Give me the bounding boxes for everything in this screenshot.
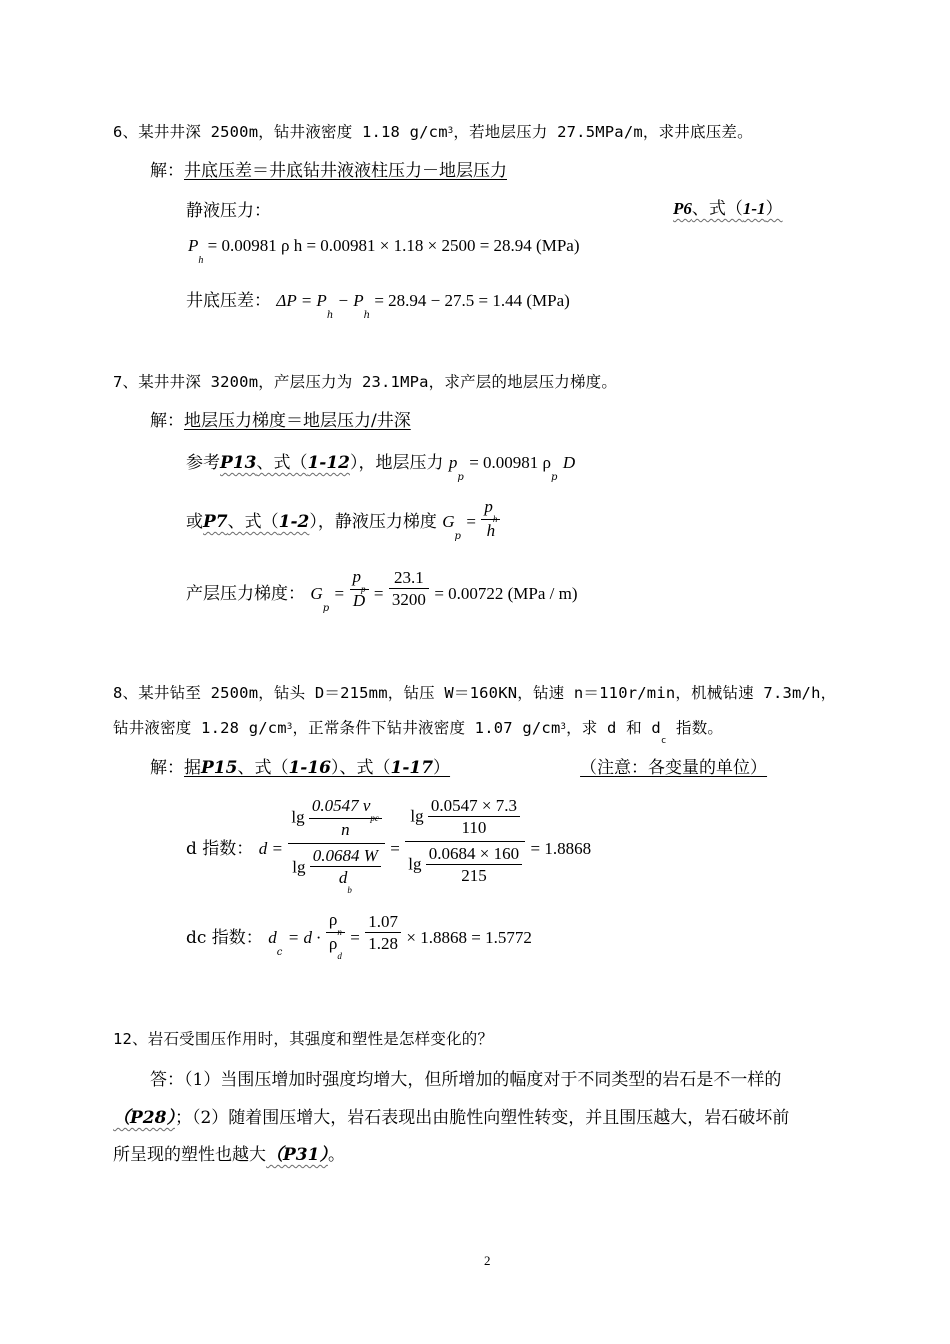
- q8-statement-line2: [113, 716, 724, 746]
- q8-ans-ref-eq1: 1-16: [288, 758, 331, 778]
- q7-ref2-eq: 1-2: [278, 512, 310, 532]
- q8-d2-num-a: 0.0547 × 7.3: [428, 796, 520, 817]
- q7-ref2-pre: 或: [186, 512, 203, 532]
- q8-answer-line: [150, 753, 767, 778]
- q8-dc-den-sub: d: [337, 951, 342, 961]
- q6-answer-label: 解：: [150, 161, 184, 181]
- q6-eq2-sub1: h: [326, 310, 334, 321]
- q12-ref-p31: （P31）: [266, 1145, 328, 1165]
- page-number: 2: [484, 1253, 491, 1268]
- q7-reference-2: 或P7、式（1-2），静液压力梯度 $G_p$ = $\frac{p_h}{h}$: [186, 503, 500, 542]
- q8-line2-sup2: 3: [560, 722, 567, 732]
- q6-eq2-tail: = 28.94 − 27.5 = 1.44 (MPa): [370, 291, 570, 310]
- q8-dc-num-sub: n: [337, 927, 342, 937]
- q8-line2d: 指数。: [666, 719, 724, 737]
- q6-step1-label: 静液压力：: [186, 201, 271, 221]
- q6-ref-mid: 、式（: [691, 199, 743, 218]
- q12-answer-line2-text: ；（2）随着围压增大，岩石表现出由脆性向塑性转变，并且围压越大，岩石破坏前: [174, 1108, 790, 1128]
- q8-d-inner-den: [310, 846, 381, 895]
- q8-d-den-a: 0.0684 W: [310, 846, 381, 867]
- q7-ref2-den: h: [486, 521, 496, 540]
- q6-ref-page: P6: [673, 199, 692, 218]
- q8-dc-lhs: d: [268, 928, 277, 947]
- q7-ref1-formula: p: [448, 453, 458, 472]
- q7-grad-fraction-1: [350, 567, 369, 612]
- q7-ref2-num: p: [484, 497, 493, 516]
- q8-ans-ref-close: ）: [433, 758, 451, 778]
- q7-ref1-pre: 参考: [186, 453, 220, 473]
- q7-ref2-G: G: [442, 512, 455, 531]
- q6-eq2-mid: − P: [333, 291, 364, 310]
- q7-grad-num1: p: [352, 567, 361, 586]
- q7-ref1-formula-sub2: p: [551, 472, 558, 483]
- q7-grad-G: G: [310, 584, 323, 603]
- q8-d-num-b: n: [341, 820, 350, 839]
- q7-ref2-num-sub: h: [492, 514, 498, 524]
- q8-ans-ref-pre: 据: [184, 758, 201, 778]
- q8-d2-den-a: 0.0684 × 160: [426, 844, 522, 865]
- q8-statement-line1: 8、某井钻至 2500m，钻头 D＝215mm，钻压 W＝160KN，钻速 n＝110r/min，机械钻速 7.3m/h，: [113, 684, 837, 702]
- q8-d2-inner-num: [428, 796, 520, 839]
- q8-line2a: 钻井液密度 1.28 g/cm: [113, 719, 287, 737]
- q7-ref1-formula-sub: p: [457, 472, 464, 483]
- q12-answer-line3-end: 。: [327, 1145, 345, 1165]
- q6-eq1-lhs-sub: h: [198, 255, 204, 266]
- q7-ref2-mid: 、式（: [227, 512, 279, 532]
- q6-eq1-rhs: = 0.00981 ρ h = 0.00981 × 1.18 × 2500 = 28.94 (MPa): [207, 236, 580, 255]
- q8-d-inner-num: [309, 796, 382, 841]
- q8-ans-ref-page: P15: [201, 758, 238, 778]
- q6-statement-sup: 3: [447, 126, 454, 136]
- q7-grad-tail: = 0.00722 (MPa / m): [434, 584, 578, 603]
- q8-line2-sub: c: [660, 736, 667, 746]
- q8-d2-lg-num: lg: [410, 806, 424, 826]
- q6-statement-tail: ，若地层压力 27.5MPa/m，求井底压差。: [453, 123, 753, 141]
- q7-answer-line: [150, 406, 411, 431]
- q8-d2-den-b: 215: [461, 866, 487, 885]
- q12-answer-line3-text: 所呈现的塑性也越大: [113, 1145, 266, 1165]
- q8-d2-lg-den: lg: [408, 854, 422, 874]
- q8-d-num-a: 0.0547 v: [311, 796, 371, 815]
- q7-ref2-G-sub: p: [454, 531, 461, 542]
- q8-dc-den: ρ: [328, 934, 338, 953]
- q8-d-den-b: d: [338, 868, 348, 887]
- q6-ref-eq: 1-1: [742, 199, 766, 218]
- q7-ref1-formula-tail: D: [562, 453, 576, 472]
- q8-d-num-a-sub: pc: [370, 813, 379, 823]
- q7-answer-text: 地层压力梯度＝地层压力/井深: [184, 411, 411, 431]
- q8-d-den-b-sub: b: [347, 885, 352, 895]
- q8-dc-fraction-2: [365, 912, 401, 955]
- q8-dc-den2: 1.28: [368, 934, 399, 953]
- q7-ref2-close: ），静液压力梯度: [309, 512, 437, 532]
- q8-ans-note: （注意：各变量的单位）: [580, 758, 768, 778]
- q12-answer-line1: 答：（1）当围压增加时强度均增大，但所增加的幅度对于不同类型的岩石是不一样的: [150, 1070, 782, 1090]
- q7-grad-fraction-2: [389, 568, 429, 611]
- q7-grad-den2: 3200: [391, 590, 426, 609]
- q6-step2-label: 井底压差：: [186, 291, 271, 311]
- q6-reference: [673, 194, 783, 219]
- q6-eq2: ΔP = P: [276, 291, 327, 310]
- q7-grad-G-sub: p: [322, 603, 330, 614]
- q6-equation-1: [188, 236, 580, 266]
- q12-answer-line2: [113, 1103, 789, 1128]
- q8-d-lg-num: lg: [291, 807, 305, 827]
- q12-ref-p28: （P28）: [113, 1108, 175, 1128]
- q8-ans-ref-mid2: ）、式（: [331, 758, 391, 778]
- q7-grad-num2: 23.1: [389, 568, 429, 589]
- q8-dc-lhs-sub: c: [276, 947, 283, 958]
- q8-d-equation: d 指数： d = lg $\frac{0.0547 v_{pc}}{n}$ lg $\frac{0.0684 W}{d_b}$ = lg $\frac{0.0547 \times 7.3}{110}$ lg $\frac{0.0684 \times 160}{215}$ = 1.8868: [186, 796, 592, 895]
- q7-ref2-fraction: [481, 497, 500, 542]
- q6-statement-text: 6、某井井深 2500m，钻井液密度 1.18 g/cm: [113, 123, 448, 141]
- q8-dc-num2: 1.07: [365, 912, 401, 933]
- q8-ans-ref-mid: 、式（: [237, 758, 289, 778]
- q8-dc-fraction-1: [326, 910, 345, 961]
- q8-answer-label: 解：: [150, 758, 184, 778]
- q12-answer-line3: [113, 1140, 345, 1165]
- q8-line2b: ，正常条件下钻井液密度 1.07 g/cm: [292, 719, 561, 737]
- q7-ref1-page: P13: [220, 453, 257, 473]
- q7-ref1-formula-rhs: = 0.00981 ρ: [469, 453, 552, 472]
- q6-eq2-sub2: h: [363, 310, 371, 321]
- q8-dc-tail: × 1.8868 = 1.5772: [406, 928, 532, 947]
- q8-dc-label: dc 指数：: [186, 928, 263, 948]
- q6-equation-2: [186, 286, 570, 321]
- q8-d-lg-den: lg: [292, 857, 306, 877]
- q6-answer-line: [150, 156, 507, 181]
- q8-line2-sup1: 3: [286, 722, 293, 732]
- q6-statement: [113, 120, 753, 142]
- q7-grad-den1: D: [352, 591, 366, 610]
- q8-dc-mid: = d ·: [287, 928, 321, 947]
- q8-d-big-fraction-1: [288, 796, 385, 895]
- q8-d2-inner-den: [426, 844, 522, 887]
- q7-answer-label: 解：: [150, 411, 184, 431]
- q8-d-result: = 1.8868: [530, 839, 592, 858]
- q7-gradient-equation: 产层压力梯度： $G_p$ = $\frac{p_p}{D}$ = $\frac{23.1}{3200}$ = 0.00722 (MPa / m): [186, 567, 578, 614]
- q7-step-label: 产层压力梯度：: [186, 584, 305, 604]
- q8-d2-num-b: 110: [461, 818, 487, 837]
- q8-ans-ref-eq2: 1-17: [390, 758, 434, 778]
- q7-ref1-close: ），地层压力: [350, 453, 444, 473]
- q8-dc-num: ρ: [328, 910, 338, 929]
- q6-ref-close: ）: [765, 199, 783, 218]
- q7-reference-1: [186, 448, 576, 483]
- q8-dc-equation: dc 指数： $d_c = d$ · $\frac{\rho_n}{\rho_d}$ = $\frac{1.07}{1.28}$ × 1.8868 = 1.5772: [186, 910, 532, 961]
- q8-d-label: d 指数：: [186, 839, 254, 859]
- q6-answer-text: 井底压差＝井底钻井液液柱压力－地层压力: [184, 161, 507, 181]
- q6-eq1-lhs: P: [188, 236, 199, 255]
- q7-ref2-page: P7: [203, 512, 228, 532]
- q8-d-big-fraction-2: [405, 796, 525, 887]
- q7-ref1-eq: 1-12: [307, 453, 350, 473]
- q7-grad-num1-sub: p: [361, 584, 366, 594]
- q7-statement: 7、某井井深 3200m，产层压力为 23.1MPa，求产层的地层压力梯度。: [113, 373, 618, 391]
- q7-ref1-mid: 、式（: [256, 453, 308, 473]
- q8-d-lhs: d =: [258, 839, 283, 858]
- q12-statement: 12、岩石受围压作用时，其强度和塑性是怎样变化的？: [113, 1030, 494, 1048]
- q8-line2c: ，求 d 和 d: [566, 719, 661, 737]
